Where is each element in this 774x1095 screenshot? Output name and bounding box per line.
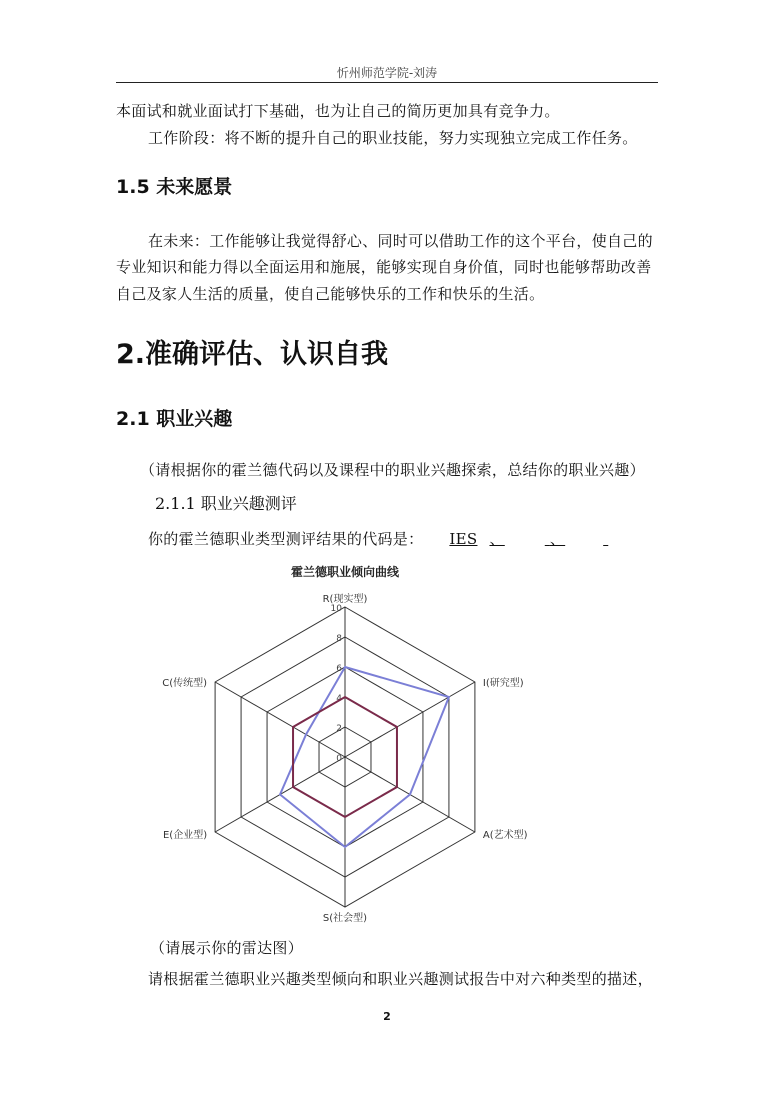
spoke-1 bbox=[345, 682, 475, 757]
heading-2-1-1: 2.1.1 职业兴趣测评 bbox=[155, 494, 297, 513]
tick-label-4: 4 bbox=[336, 694, 342, 704]
code-line bbox=[148, 528, 608, 549]
tick-label-2: 2 bbox=[336, 724, 342, 734]
paragraph-work-stage: 工作阶段：将不断的提升自己的职业技能，努力实现独立完成工作任务。 bbox=[148, 129, 638, 147]
holland-radar-chart bbox=[150, 555, 600, 925]
final-line: 请根据霍兰德职业兴趣类型倾向和职业兴趣测试报告中对六种类型的描述， bbox=[148, 970, 653, 988]
spoke-5 bbox=[215, 682, 345, 757]
axis-label-2: A(艺术型) bbox=[482, 830, 528, 841]
axis-label-4: E(企业型) bbox=[162, 830, 208, 841]
vision-line-1: 在未来：工作能够让我觉得舒心、同时可以借助工作的这个平台，使自己的 bbox=[148, 232, 653, 250]
axis-label-1: I(研究型) bbox=[482, 678, 524, 689]
code-value: IES bbox=[449, 530, 478, 548]
header-rule bbox=[116, 82, 658, 83]
heading-1-5: 1.5 未来愿景 bbox=[116, 176, 233, 198]
axis-label-5: C(传统型) bbox=[162, 678, 208, 689]
radar-series bbox=[280, 667, 449, 847]
radar-grid bbox=[215, 607, 475, 907]
tick-label-10: 10 bbox=[330, 604, 342, 614]
radar-ticks bbox=[331, 604, 343, 764]
code-label: 你的霍兰德职业类型测评结果的代码是： bbox=[148, 530, 424, 548]
heading-2: 2.准确评估、认识自我 bbox=[116, 339, 389, 370]
tick-label-6: 6 bbox=[336, 664, 342, 674]
vision-line-3: 自己及家人生活的质量，使自己能够快乐的工作和快乐的生活。 bbox=[116, 285, 545, 303]
axis-label-3: S(社会型) bbox=[322, 913, 368, 924]
axis-label-0: R(现实型) bbox=[322, 594, 368, 605]
paragraph-continued: 本面试和就业面试打下基础，也为让自己的简历更加具有竞争力。 bbox=[116, 102, 560, 120]
page-header: 忻州师范学院-刘涛 bbox=[336, 66, 438, 80]
code-separator-2: 、 bbox=[549, 530, 566, 548]
page-number: 2 bbox=[383, 1010, 391, 1023]
tick-label-0: 0 bbox=[336, 754, 342, 764]
tick-label-8: 8 bbox=[336, 634, 342, 644]
chart-caption: （请展示你的雷达图） bbox=[150, 939, 304, 957]
heading-2-1: 2.1 职业兴趣 bbox=[116, 408, 233, 430]
vision-line-2: 专业知识和能力得以全面运用和施展，能够实现自身价值，同时也能够帮助改善 bbox=[116, 258, 652, 276]
series-blue bbox=[280, 667, 449, 847]
chart-title: 霍兰德职业倾向曲线 bbox=[290, 565, 400, 579]
interest-hint: （请根据你的霍兰德代码以及课程中的职业兴趣探索，总结你的职业兴趣） bbox=[140, 461, 645, 479]
code-separator-1: 、 bbox=[489, 530, 505, 548]
